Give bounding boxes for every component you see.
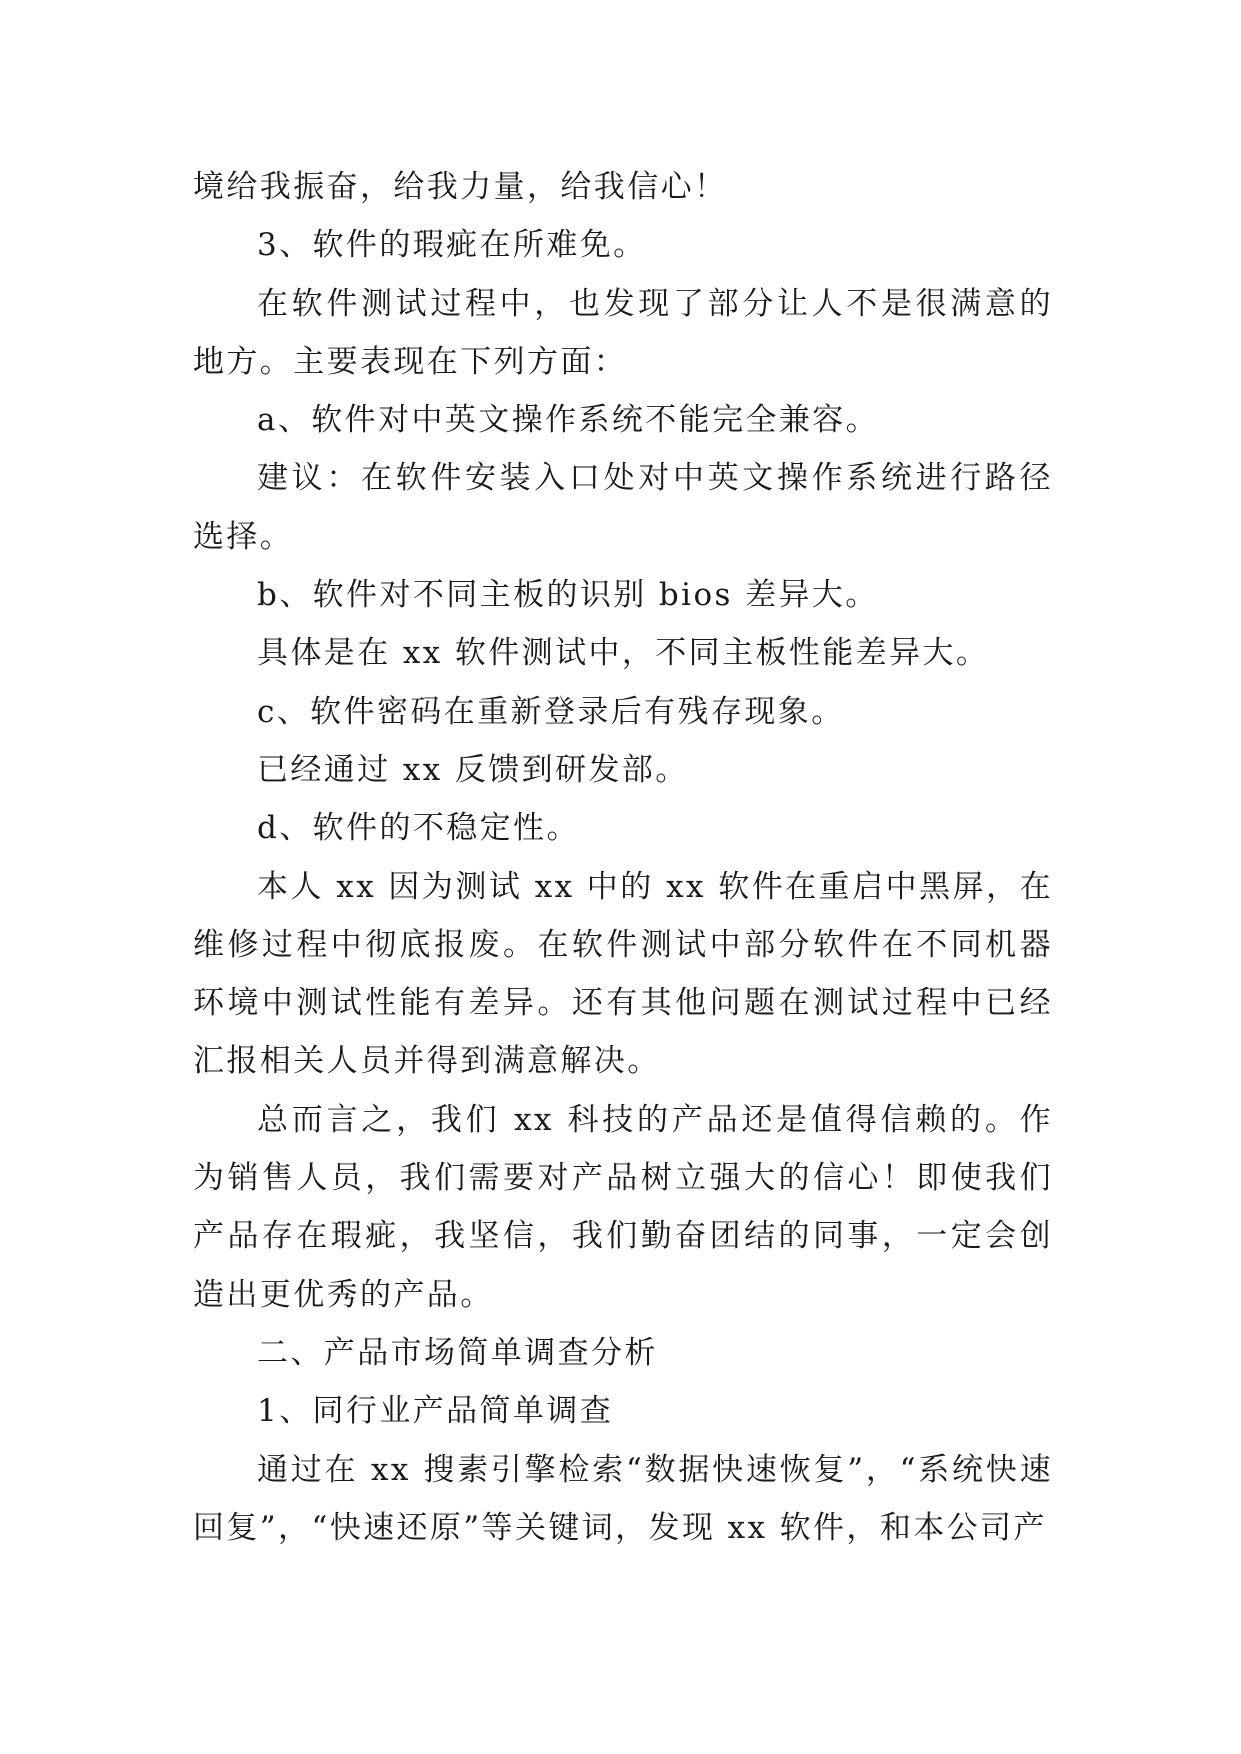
paragraph: 境给我振奋，给我力量，给我信心！	[193, 169, 728, 205]
paragraph: b、软件对不同主板的识别 bios 差异大。	[257, 577, 879, 614]
paragraph: 本人 xx 因为测试 xx 中的 xx 软件在重启中黑屏，在维修过程中彻底报废。在软件测试中部分软件在不同机器环境中测试性能有差异。还有其他问题在测试过程中已经汇报相关人员并得到满意解决。	[193, 868, 1053, 1080]
paragraph: 建议：在软件安装入口处对中英文操作系统进行路径选择。	[193, 460, 1053, 555]
paragraph: 总而言之，我们 xx 科技的产品还是值得信赖的。作为销售人员，我们需要对产品树立强大的信心！即使我们产品存在瑕疵，我坚信，我们勤奋团结的同事，一定会创造出更优秀的产品。	[193, 1101, 1053, 1313]
paragraph: d、软件的不稳定性。	[257, 810, 580, 847]
paragraph: 在软件测试过程中，也发现了部分让人不是很满意的地方。主要表现在下列方面：	[193, 285, 1053, 380]
paragraph: 通过在 xx 搜素引擎检索“数据快速恢复”，“系统快速回复”，“快速还原”等关键词，发现 xx 软件，和本公司产	[193, 1451, 1053, 1546]
subsection-heading: 1、同行业产品简单调查	[257, 1393, 614, 1430]
paragraph: 3、软件的瑕疵在所难免。	[257, 227, 647, 264]
section-heading: 二、产品市场简单调查分析	[257, 1334, 658, 1371]
paragraph: a、软件对中英文操作系统不能完全兼容。	[257, 402, 880, 439]
document-body	[193, 158, 1053, 1557]
paragraph: 已经通过 xx 反馈到研发部。	[257, 751, 689, 788]
paragraph: 具体是在 xx 软件测试中，不同主板性能差异大。	[257, 635, 990, 672]
paragraph: c、软件密码在重新登录后有残存现象。	[257, 693, 845, 730]
